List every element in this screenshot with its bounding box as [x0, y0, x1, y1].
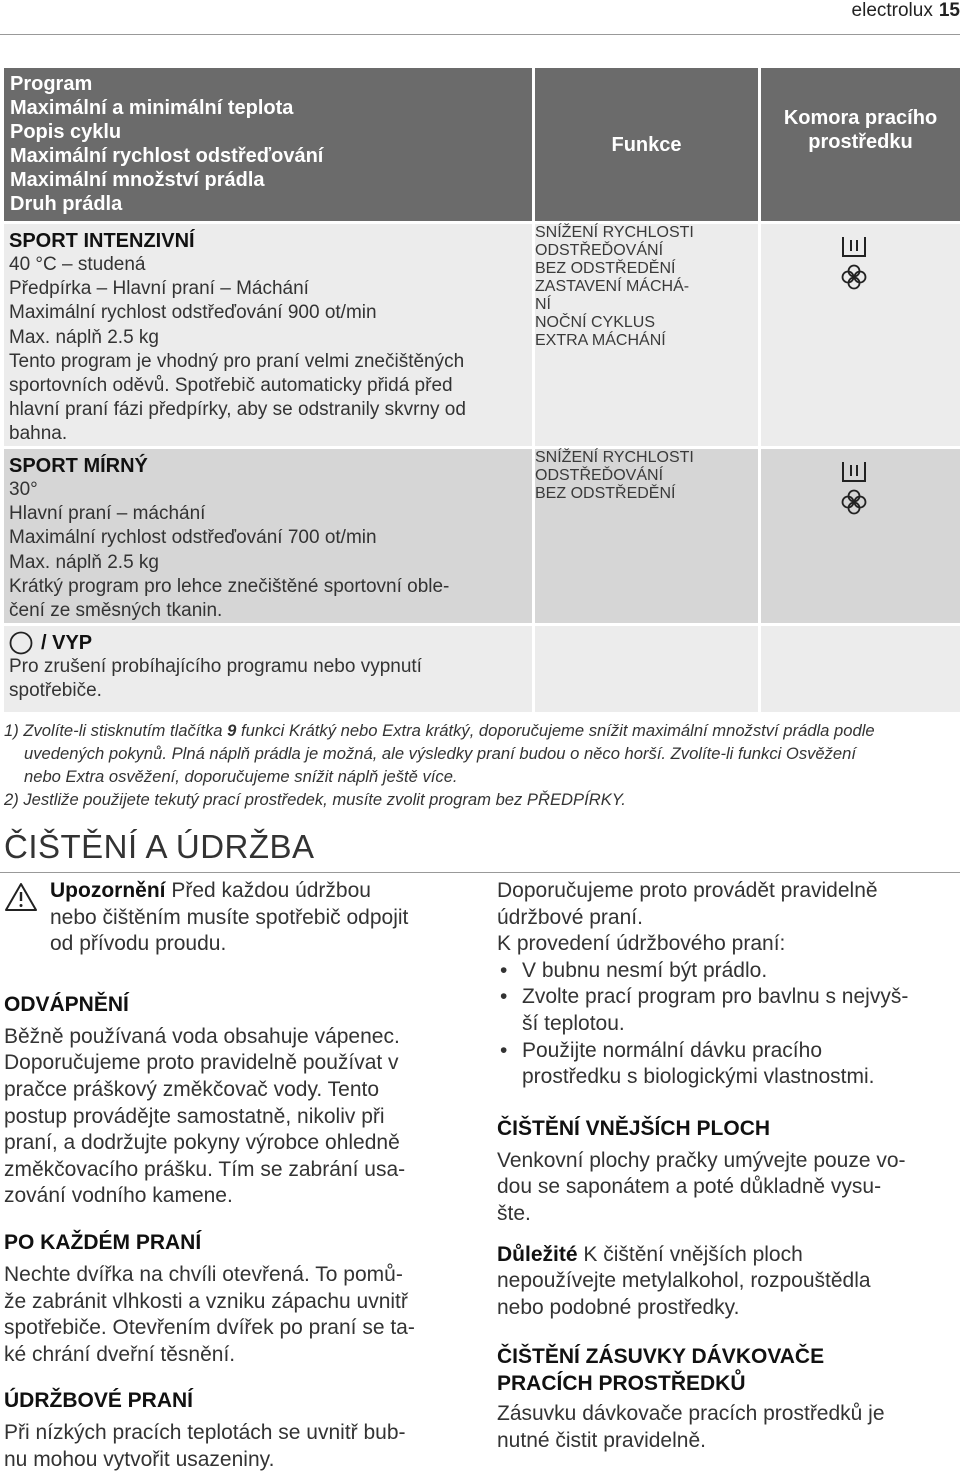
- footnotes: [4, 719, 960, 811]
- header-divider: [0, 34, 960, 35]
- compartment-cell: [761, 449, 960, 626]
- heading-descaling: ODVÁPNĚNÍ: [4, 992, 129, 1016]
- page-header: [852, 0, 960, 26]
- program-title: SPORT INTENZIVNÍ: [9, 230, 195, 252]
- footnote-2: 2) Jestliže použijete tekutý prací prostředek, musíte zvolit program bez PŘEDPÍRKY.: [4, 790, 626, 809]
- power-circle-icon: [9, 631, 33, 655]
- warning-note: Upozornění Před každou údržbou nebo čištěním musíte spotřebič odpojit od přívodu proudu.: [4, 878, 474, 958]
- warning-label: Upozornění: [50, 879, 166, 902]
- function-line: NOČNÍ CYKLUS: [535, 314, 656, 331]
- program-line: Krátký program pro lehce znečištěné sportovní oble-: [9, 575, 450, 597]
- program-line: Tento program je vhodný pro praní velmi znečištěných: [9, 350, 465, 372]
- function-line: ZASTAVENÍ MÁCHÁ-: [535, 278, 690, 295]
- header-functions-cell: Funkce: [535, 68, 761, 224]
- function-line: BEZ ODSTŘEDĚNÍ: [535, 260, 676, 277]
- program-line: 30°: [9, 479, 38, 500]
- header-program-cell: [4, 68, 535, 224]
- heading-drawer-cleaning: ČIŠTĚNÍ ZÁSUVKY DÁVKOVAČE PRACÍCH PROSTŘEDKŮ: [497, 1345, 825, 1396]
- function-line: SNÍŽENÍ RYCHLOSTI: [535, 449, 694, 466]
- section-title: ČIŠTĚNÍ A ÚDRŽBA: [4, 828, 315, 865]
- program-line: Max. náplň 2.5 kg: [9, 551, 159, 573]
- function-line: ODSTŘEĎOVÁNÍ: [535, 242, 664, 259]
- program-table: [4, 68, 960, 715]
- function-line: BEZ ODSTŘEDĚNÍ: [535, 485, 676, 502]
- program-line: Maximální rychlost odstřeďování 700 ot/min: [9, 527, 377, 549]
- after-wash-text: Nechte dvířka na chvíli otevřená. To pomů- že zabránit vlhkosti a vzniku zápachu uvnitř spotřebiče. Otevřením dvířek po praní se ta- ké chrání dveřní těsnění.: [4, 1262, 415, 1366]
- header-line: Maximální a minimální teplota: [10, 97, 294, 119]
- left-column: [4, 878, 474, 1474]
- function-line: SNÍŽENÍ RYCHLOSTI: [535, 224, 694, 241]
- header-line: Maximální množství prádla: [10, 169, 265, 191]
- program-line: Pro zrušení probíhajícího programu nebo vypnutí: [9, 656, 422, 677]
- program-title: / VYP: [41, 632, 93, 654]
- heading-outer-cleaning: ČIŠTĚNÍ VNĚJŠÍCH PLOCH: [497, 1116, 771, 1140]
- header-line: Maximální rychlost odstřeďování: [10, 145, 324, 167]
- compartment-cell: [761, 224, 960, 449]
- maintenance-steps: [497, 958, 960, 1091]
- program-line: bahna.: [9, 423, 68, 445]
- list-item: • Použijte normální dávku pracího prostředku s biologickými vlastnostmi.: [497, 1038, 960, 1091]
- header-compartment-cell: Komora pracího prostředku: [761, 68, 960, 224]
- header-line: Program: [10, 73, 93, 95]
- list-item: • Zvolte prací program pro bavlnu s nejvyš- ší teplotou.: [497, 984, 960, 1037]
- page-number: 15: [938, 0, 960, 21]
- table-header-row: [4, 68, 960, 224]
- compartment-cell: [761, 626, 960, 715]
- program-cell: [4, 626, 535, 715]
- program-line: Hlavní praní – máchání: [9, 503, 206, 525]
- program-line: Max. náplň 2.5 kg: [9, 326, 159, 348]
- program-line: Maximální rychlost odstřeďování 900 ot/min: [9, 302, 377, 324]
- program-line: Předpírka – Hlavní praní – Máchání: [9, 278, 309, 300]
- footnote-1: 1) Zvolíte-li stisknutím tlačítka 9 funkci Krátký nebo Extra krátký, doporučujeme snížit maximální množství prádla podle: [4, 721, 875, 740]
- program-line: hlavní praní fázi předpírky, aby se odstranily skvrny od: [9, 399, 466, 421]
- program-cell: [4, 449, 535, 626]
- program-cell: [4, 224, 535, 449]
- heading-after-wash: PO KAŽDÉM PRANÍ: [4, 1230, 202, 1254]
- list-item: • V bubnu nesmí být prádlo.: [497, 958, 960, 985]
- table-row: [4, 449, 960, 626]
- table-row: [4, 224, 960, 449]
- softener-flower-icon: [841, 489, 867, 515]
- program-title: SPORT MÍRNÝ: [9, 455, 148, 477]
- footnote-1-line: uvedených pokynů. Plná náplň prádla je možná, ale výsledky praní budou o něco horší. Zvolíte-li funkci Osvěžení: [24, 744, 857, 763]
- functions-cell: [535, 626, 761, 715]
- outer-cleaning-text: Venkovní plochy pračky umývejte pouze vo- dou se saponátem a poté důkladně vysu- šte.: [497, 1148, 906, 1225]
- section-divider: [0, 872, 960, 873]
- softener-flower-icon: [841, 264, 867, 290]
- function-line: EXTRA MÁCHÁNÍ: [535, 332, 666, 349]
- program-line: spotřebiče.: [9, 680, 102, 702]
- important-label: Důležité: [497, 1242, 578, 1266]
- right-column: [497, 878, 960, 1455]
- heading-maintenance-wash: ÚDRŽBOVÉ PRANÍ: [4, 1389, 194, 1413]
- compartment-ii-icon: [841, 459, 867, 485]
- maintenance-text: Při nízkých pracích teplotách se uvnitř bub- nu mohou vytvořit usazeniny.: [4, 1421, 406, 1471]
- functions-cell: [535, 449, 761, 626]
- maintenance-intro: Doporučujeme proto provádět pravidelně údržbové praní. K provedení údržbového praní:: [497, 879, 878, 956]
- program-line: čení ze směsných tkanin.: [9, 600, 223, 622]
- function-line: NÍ: [535, 296, 551, 313]
- table-row: [4, 626, 960, 715]
- program-line: sportovních oděvů. Spotřebič automaticky přidá před: [9, 375, 453, 397]
- important-note: Důležité K čištění vnějších ploch nepoužívejte metylalkohol, rozpouštědla nebo podobné prostředky.: [497, 1242, 871, 1319]
- warning-triangle-icon: [4, 882, 38, 912]
- program-line: 40 °C – studená: [9, 254, 146, 275]
- footnote-1-line: nebo Extra osvěžení, doporučujeme snížit náplň ještě více.: [24, 767, 458, 786]
- descaling-text: Běžně používaná voda obsahuje vápenec. Doporučujeme proto pravidelně používat v pračce práškový změkčovač vody. Tento postup provádějte samostatně, nikoliv při praní, a dodržujte pokyny výrobce ohledně změkčovacího prášku. Tím se zabrání usa- zování vodního kamene.: [4, 1024, 406, 1208]
- header-line: Popis cyklu: [10, 121, 122, 143]
- drawer-cleaning-text: Zásuvku dávkovače pracích prostředků je nutné čistit pravidelně.: [497, 1402, 885, 1452]
- compartment-ii-icon: [841, 234, 867, 260]
- brand-name: electrolux: [851, 0, 933, 21]
- header-line: Druh prádla: [10, 193, 123, 215]
- function-line: ODSTŘEĎOVÁNÍ: [535, 467, 664, 484]
- functions-cell: [535, 224, 761, 449]
